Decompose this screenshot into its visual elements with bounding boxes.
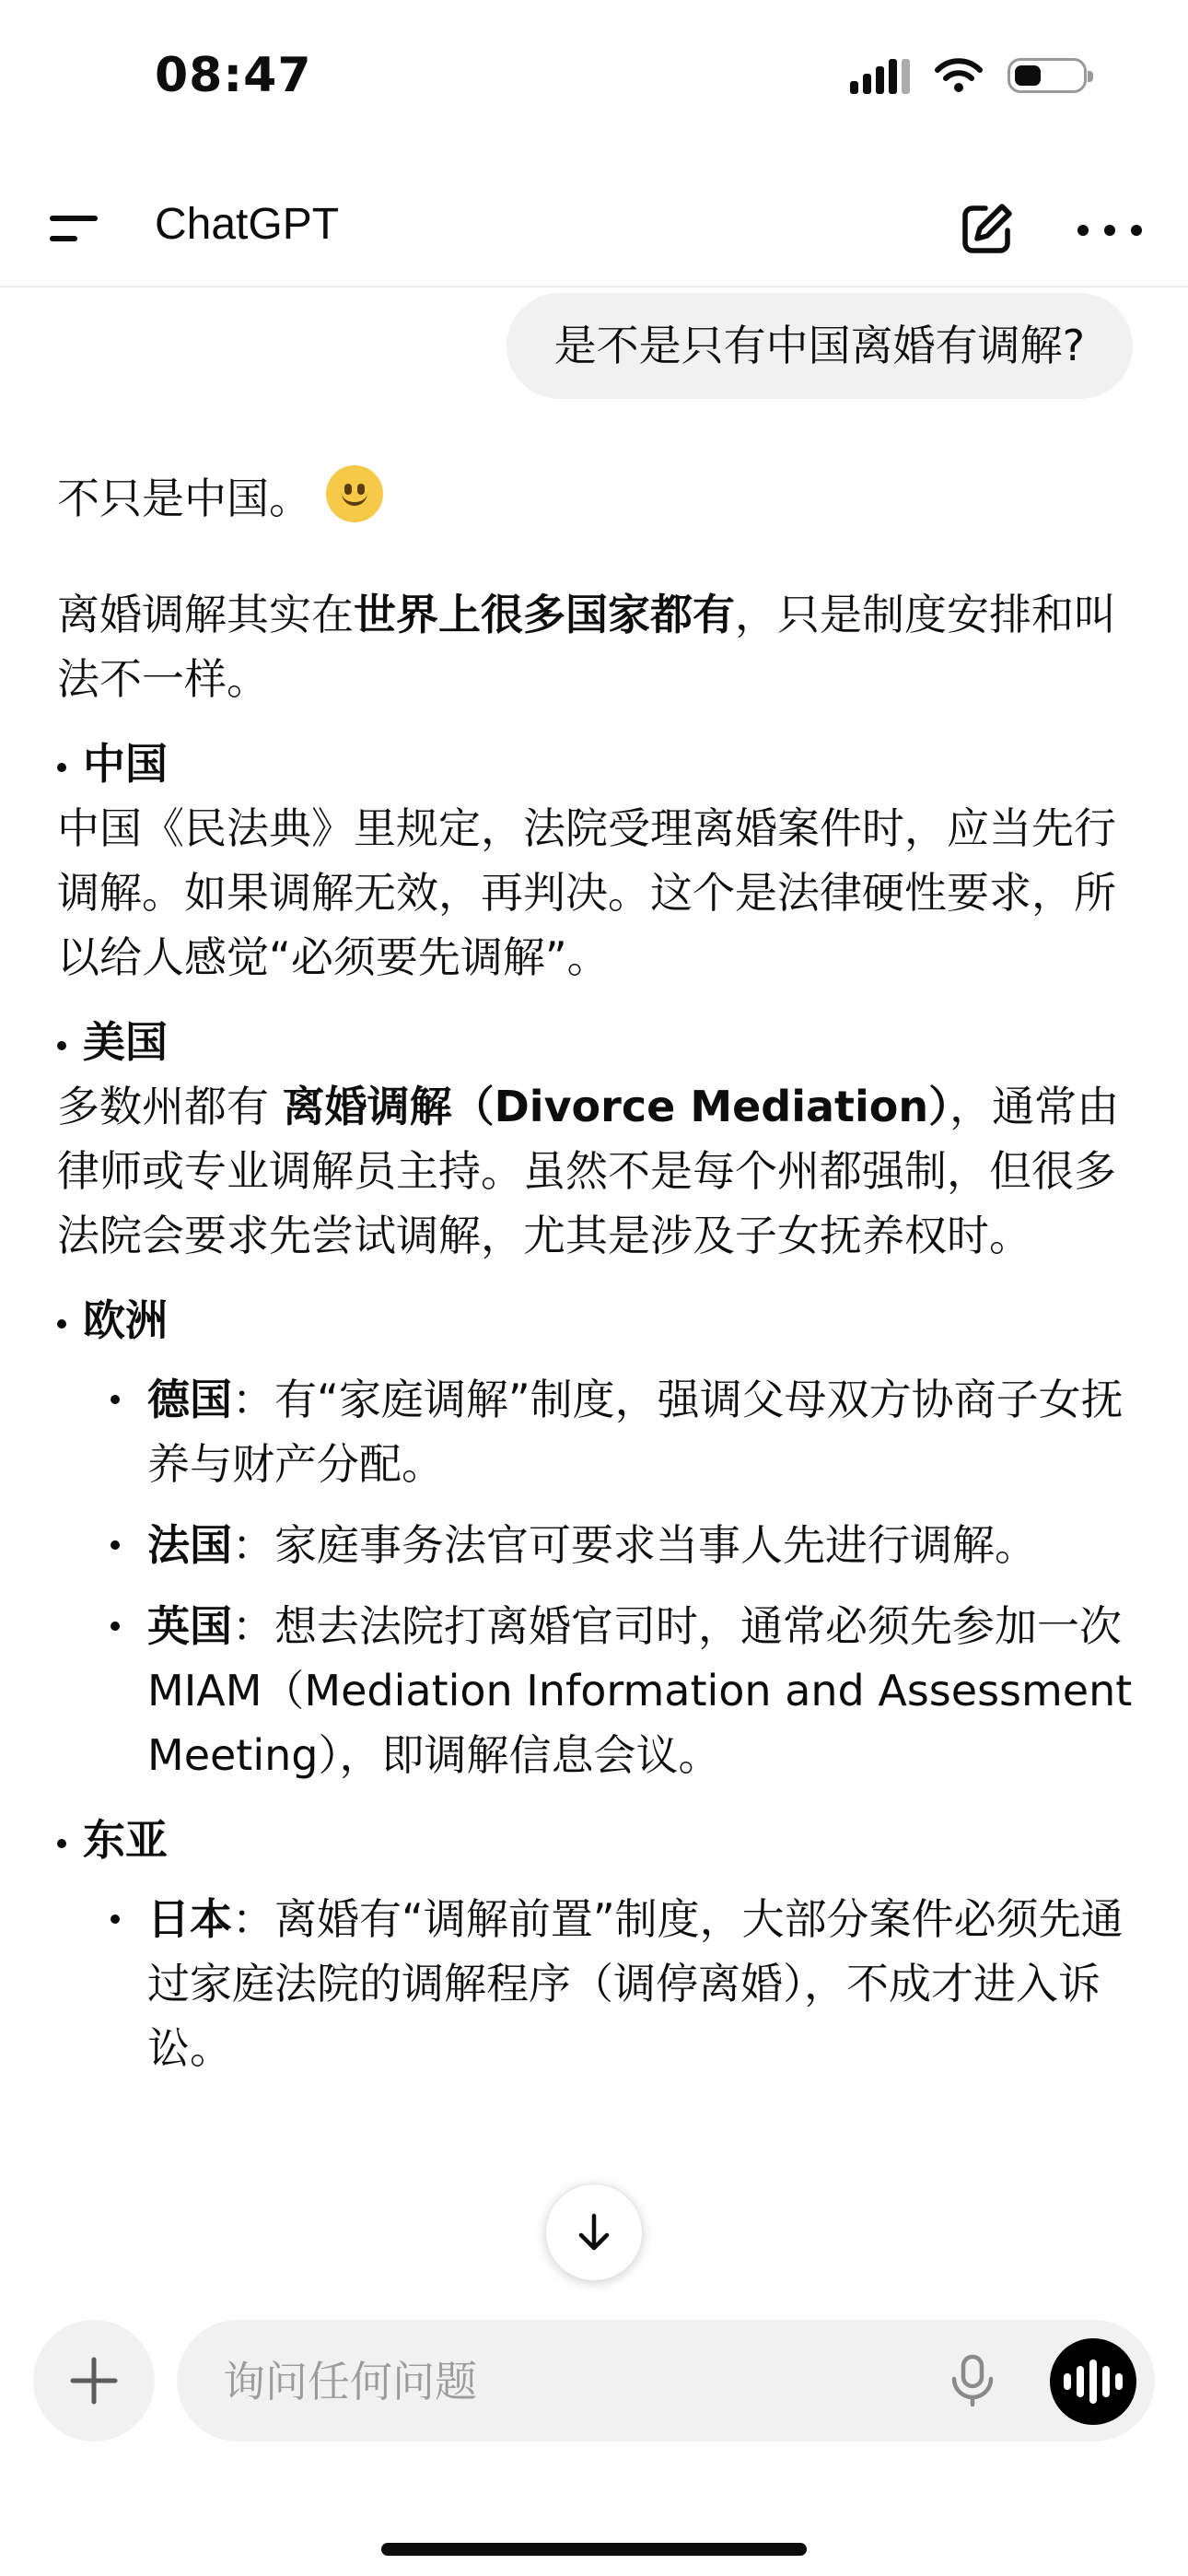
app-header [0,175,1188,287]
bullet-icon [57,1041,66,1050]
voice-mode-button[interactable] [1050,2338,1136,2425]
bullet-icon [111,1622,120,1631]
home-indicator [381,2543,807,2556]
status-icons [850,57,1087,94]
menu-icon[interactable] [50,208,105,249]
bullet-icon [111,1914,120,1924]
plus-icon [69,2356,119,2406]
user-message-bubble: 是不是只有中国离婚有调解? [507,293,1133,399]
new-chat-icon[interactable] [958,199,1017,258]
section-europe: 欧洲 德国：有“家庭调解”制度，强调父母双方协商子女抚养与财产分配。 法国：家庭事务法官可要求当事人先进行调解。 英国：想去法院打离婚官司时，通常必须先参加一次 MIAM（Mediation Information and Assessment Meeting），即调解信息会议。 [57,1288,1135,1787]
scroll-to-bottom-button[interactable] [545,2184,643,2281]
wifi-icon [934,57,984,94]
list-item-uk: 英国：想去法院打离婚官司时，通常必须先参加一次 MIAM（Mediation Information and Assessment Meeting），即调解信息会议。 [57,1594,1135,1787]
list-item-germany: 德国：有“家庭调解”制度，强调父母双方协商子女抚养与财产分配。 [57,1367,1135,1496]
list-item-japan: 日本：离婚有“调解前置”制度，大部分案件必须先通过家庭法院的调解程序（调停离婚），不成才进入诉讼。 [57,1887,1135,2080]
assistant-intro: 不只是中国。 [57,465,1135,531]
assistant-lead: 离婚调解其实在世界上很多国家都有，只是制度安排和叫法不一样。 [57,590,1116,704]
add-attachment-button[interactable] [33,2320,155,2441]
list-item-france: 法国：家庭事务法官可要求当事人先进行调解。 [57,1513,1135,1577]
message-input[interactable] [221,2320,869,2443]
battery-icon [1007,58,1087,93]
section-china: 中国 中国《民法典》里规定，法院受理离婚案件时，应当先行调解。如果调解无效，再判决。这个是法律硬性要求，所以给人感觉“必须要先调解”。 [57,739,1116,982]
smiley-emoji-icon [326,465,383,522]
message-composer [177,2320,1155,2441]
bullet-icon [57,763,66,772]
bullet-icon [57,1839,66,1848]
voice-mode-icon [1064,2359,1123,2404]
section-east-asia: 东亚 日本：离婚有“调解前置”制度，大部分案件必须先通过家庭法院的调解程序（调停离婚），不成才进入诉讼。 [57,1808,1135,2080]
bullet-icon [57,1319,66,1329]
assistant-message [57,465,1135,2097]
section-usa: 美国 多数州都有 离婚调解（Divorce Mediation），通常由律师或专业调解员主持。虽然不是每个州都强制，但很多法院会要求先尝试调解，尤其是涉及子女抚养权时。 [57,1017,1120,1260]
more-icon[interactable] [1077,212,1142,249]
microphone-icon[interactable] [945,2353,1000,2408]
app-title: ChatGPT [155,200,340,249]
bullet-icon [111,1395,120,1404]
status-bar [0,0,1188,157]
bullet-icon [111,1540,120,1550]
cellular-signal-icon [850,57,910,94]
arrow-down-icon [572,2210,616,2254]
status-time: 08:47 [155,48,312,103]
